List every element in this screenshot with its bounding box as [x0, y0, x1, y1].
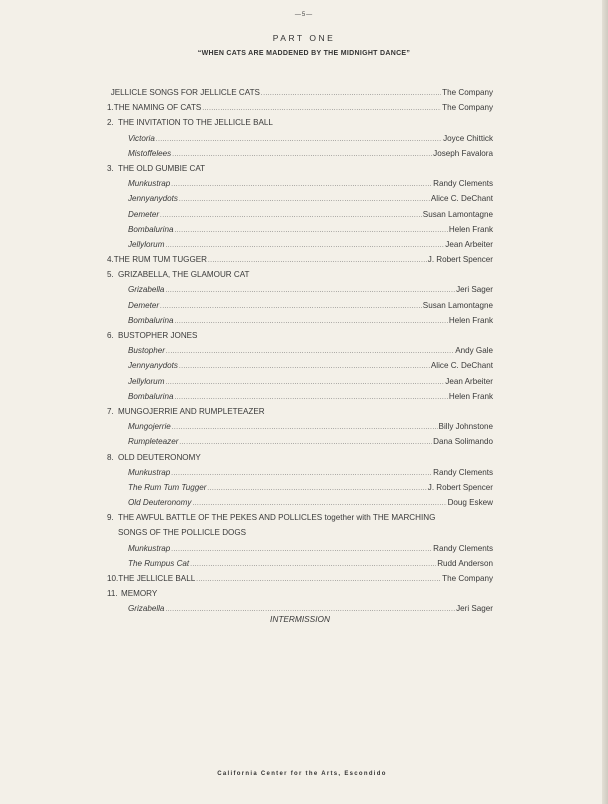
role-name: Demeter — [128, 300, 160, 310]
role-row — [107, 131, 493, 146]
song-title: OLD DEUTERONOMY — [118, 452, 201, 462]
performer-name: Dana Solimando — [433, 437, 493, 447]
song-number: 5. — [107, 270, 114, 280]
song-title: MEMORY — [121, 589, 158, 599]
venue-footer: California Center for the Arts, Escondido — [217, 771, 387, 777]
song-row — [107, 115, 493, 130]
role-name: Bombalurina — [128, 315, 174, 325]
song-number: 3. — [107, 163, 114, 173]
song-number: 7. — [107, 406, 114, 416]
role-name: Demeter — [128, 209, 160, 219]
performer-name: Jean Arbeiter — [445, 376, 493, 386]
song-row — [107, 252, 493, 267]
role-name: Victoria — [128, 133, 155, 143]
performer-name: Susan Lamontagne — [422, 300, 493, 310]
performer-name: Alice C. DeChant — [430, 194, 493, 204]
dot-leader — [207, 482, 426, 497]
song-row — [107, 450, 493, 465]
role-name: Mistoffelees — [128, 148, 172, 158]
song-title: JELLICLE SONGS FOR JELLICLE CATS — [110, 88, 260, 97]
performer-name: Rudd Anderson — [437, 558, 493, 568]
role-row — [107, 222, 493, 237]
song-number: 9. — [107, 513, 114, 523]
song-row — [107, 100, 493, 115]
role-row — [107, 556, 493, 571]
role-row — [107, 495, 493, 510]
role-row — [107, 191, 493, 206]
performer-name: Helen Frank — [448, 315, 493, 325]
performer-name: Randy Clements — [433, 543, 493, 553]
role-row — [107, 434, 493, 449]
intermission-label: INTERMISSION — [270, 614, 330, 624]
role-name: The Rumpus Cat — [128, 558, 190, 568]
song-number: 2. — [107, 118, 114, 128]
role-row — [107, 176, 493, 191]
performer-name: Randy Clements — [433, 467, 493, 477]
performer-name: Jeri Sager — [456, 285, 493, 295]
role-row — [107, 480, 493, 495]
role-row — [107, 389, 493, 404]
role-name: Munkustrap — [128, 543, 171, 553]
role-name: Grizabella — [128, 604, 165, 614]
song-number: 6. — [107, 331, 114, 340]
role-row — [107, 374, 493, 389]
performer-name: Joyce Chittick — [443, 133, 493, 143]
dot-leader — [171, 467, 432, 482]
dot-leader — [172, 148, 432, 163]
song-number: 10. — [107, 574, 119, 583]
song-row — [107, 161, 493, 176]
role-name: Old Deuteronomy — [128, 498, 192, 508]
role-name: Rumpleteazer — [128, 437, 179, 447]
role-row — [107, 313, 493, 328]
performer-name: Helen Frank — [448, 224, 493, 234]
performer-name: Alice C. DeChant — [430, 361, 493, 371]
performer-name: The Company — [442, 574, 493, 583]
song-title: THE RUM TUM TUGGER — [113, 255, 207, 265]
part-subtitle: “WHEN CATS ARE MADDENED BY THE MIDNIGHT DANCE” — [197, 50, 411, 57]
dot-leader — [165, 239, 444, 254]
song-row — [107, 85, 493, 100]
dot-leader — [172, 421, 438, 436]
role-row — [107, 358, 493, 373]
song-number: 4. — [107, 255, 114, 265]
dot-leader — [174, 315, 447, 330]
song-title-continued — [107, 525, 493, 540]
song-title: THE JELLICLE BALL — [118, 574, 196, 583]
role-name: Grizabella — [128, 285, 165, 295]
role-row — [107, 465, 493, 480]
dot-leader — [165, 376, 444, 391]
song-row — [107, 571, 493, 586]
role-name: Jellylorum — [128, 376, 165, 386]
song-title-line: SONGS OF THE POLLICLE DOGS — [118, 528, 247, 538]
dot-leader — [156, 133, 442, 148]
song-row — [107, 510, 493, 525]
song-title: MUNGOJERRIE AND RUMPLETEAZER — [118, 406, 265, 416]
role-name: Jennyanydots — [128, 194, 178, 204]
role-row — [107, 146, 493, 161]
performer-name: Susan Lamontagne — [422, 209, 493, 219]
performer-name: J. Robert Spencer — [427, 482, 493, 492]
dot-leader — [261, 87, 441, 102]
song-title: GRIZABELLA, THE GLAMOUR CAT — [118, 270, 250, 280]
role-name: Bombalurina — [128, 224, 174, 234]
role-row — [107, 282, 493, 297]
role-row — [107, 237, 493, 252]
song-row — [107, 404, 493, 419]
role-name: Munkustrap — [128, 467, 171, 477]
role-row — [107, 298, 493, 313]
role-name: Bustopher — [128, 346, 165, 356]
page-edge-shadow — [602, 0, 608, 804]
performer-name: J. Robert Spencer — [427, 255, 493, 265]
part-title: PART ONE — [272, 33, 336, 43]
song-title: BUSTOPHER JONES — [118, 331, 198, 340]
role-name: Jennyanydots — [128, 361, 178, 371]
song-row — [107, 267, 493, 282]
dot-leader — [179, 193, 430, 208]
dot-leader — [160, 209, 422, 224]
performer-name: Jeri Sager — [456, 604, 493, 614]
role-row — [107, 207, 493, 222]
song-number: 8. — [107, 452, 114, 462]
song-number: 1. — [107, 103, 114, 113]
performer-name: Doug Eskew — [447, 498, 493, 508]
dot-leader — [171, 178, 432, 193]
performer-name: Joseph Favalora — [433, 148, 493, 158]
song-number: 11. — [107, 589, 118, 599]
performer-name: Randy Clements — [433, 179, 493, 189]
role-name: Bombalurina — [128, 391, 174, 401]
dot-leader — [174, 224, 447, 239]
song-title: THE AWFUL BATTLE OF THE PEKES AND POLLICLES together with THE MARCHING — [118, 513, 436, 523]
role-name: Munkustrap — [128, 179, 171, 189]
performer-name: The Company — [442, 103, 493, 113]
dot-leader — [160, 300, 422, 315]
dot-leader — [179, 436, 432, 451]
song-title: THE OLD GUMBIE CAT — [118, 163, 206, 173]
song-title: THE INVITATION TO THE JELLICLE BALL — [118, 118, 273, 128]
dot-leader — [165, 284, 455, 299]
page-number: —5— — [294, 12, 314, 18]
dot-leader — [196, 573, 441, 588]
role-name: Mungojerrie — [128, 422, 171, 432]
program-list — [107, 85, 493, 617]
performer-name: The Company — [442, 88, 493, 97]
dot-leader — [166, 345, 454, 360]
role-row — [107, 343, 493, 358]
dot-leader — [179, 360, 430, 375]
performer-name: Helen Frank — [448, 391, 493, 401]
song-row — [107, 328, 493, 343]
song-row — [107, 586, 493, 601]
performer-name: Andy Gale — [455, 346, 493, 356]
role-row — [107, 541, 493, 556]
performer-name: Jean Arbeiter — [445, 239, 493, 249]
role-name: Jellylorum — [128, 239, 165, 249]
role-name: The Rum Tum Tugger — [128, 482, 207, 492]
role-row — [107, 419, 493, 434]
dot-leader — [190, 558, 436, 573]
performer-name: Billy Johnstone — [438, 422, 493, 432]
song-title: THE NAMING OF CATS — [113, 103, 202, 113]
dot-leader — [171, 543, 432, 558]
